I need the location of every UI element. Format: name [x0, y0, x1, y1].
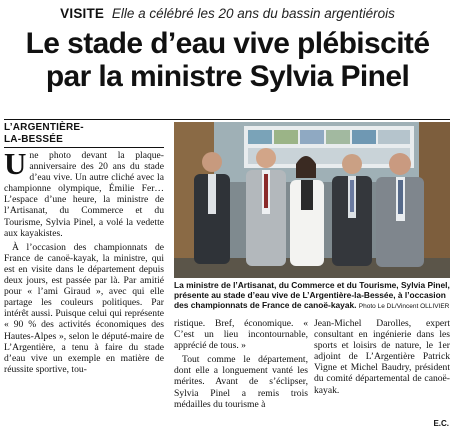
headline-line-2: par la ministre Sylvia Pinel [45, 60, 410, 93]
body-paragraph: ristique. Bref, économique. « C’est un lieu incontournable, apprécié de tous. » [174, 318, 308, 352]
article-photo [174, 122, 450, 278]
author-initials: E.C. [433, 419, 449, 428]
drop-cap: U [4, 150, 27, 181]
headline-line-1: Le stade d’eau vive plébiscité [25, 27, 430, 60]
section-divider [4, 119, 450, 120]
place-line-2: LA-BESSÉE [4, 134, 64, 145]
caption-text: La ministre de l’Artisanat, du Commerce et du Tourisme, Sylvia Pinel, présente au stade d’eau vive de L’Argentière-la-Bessée, à l’occasion des championnats de France de canoë-kayak. [174, 280, 450, 311]
kicker-subtitle: Elle a célébré les 20 ans du bassin argentiérois [111, 6, 395, 21]
article-column-3 [314, 318, 450, 432]
photo-caption [174, 280, 450, 313]
body-paragraph: Jean-Michel Darolles, expert consultant en ingénierie dans les sports et loisirs de nature, le 1er adjoint de L’Argentière Patrick Vigne et Michel Baudry, président du comité départemental de canoë-kayak. [314, 318, 450, 396]
body-paragraph: À l’occasion des championnats de France de canoë-kayak, la ministre, qui est en visite dans le département depuis deux jours, est passée par là. Par amitié pour « l’ami Giraud », avec qui elle partage les couleurs politiques. Par intérêt aussi. Puisque celui qui représente « 90 % des activités économiques des Hautes-Alpes », selon le député-maire de L’Argentière, a tenu à faire du stade d’eau vive un exemple en matière de réussite sportive, tou- [4, 241, 164, 375]
photo-illustration [174, 122, 450, 278]
article-column-1 [4, 150, 164, 432]
dateline-place [4, 122, 160, 146]
headline [4, 27, 451, 93]
place-line-1: L’ARGENTIÈRE- [4, 122, 84, 133]
dateline-divider [4, 147, 164, 148]
article-column-2 [174, 318, 308, 432]
kicker-tag: VISITE [60, 6, 105, 21]
kicker [0, 6, 455, 22]
lead-text: ne photo devant la plaque-anniversaire des 20 ans du stade d’eau vive. Un autre cliché avec la championne olympique, Émilie Fer… L’espace d’une heure, la ministre de l’Artisanat, du Commerce et du Tourisme, Sylvia Pinel, a volé la vedette aux kayakistes. [4, 150, 164, 239]
body-paragraph: Tout comme le département, dont elle a longuement vanté les mérites. Avant de s’éclipser, Sylvia Pinel a remis trois médailles du tourisme à [174, 354, 308, 410]
photo-credit: Photo Le DL/Vincent OLLIVIER [358, 303, 450, 311]
lead-paragraph [4, 150, 164, 239]
